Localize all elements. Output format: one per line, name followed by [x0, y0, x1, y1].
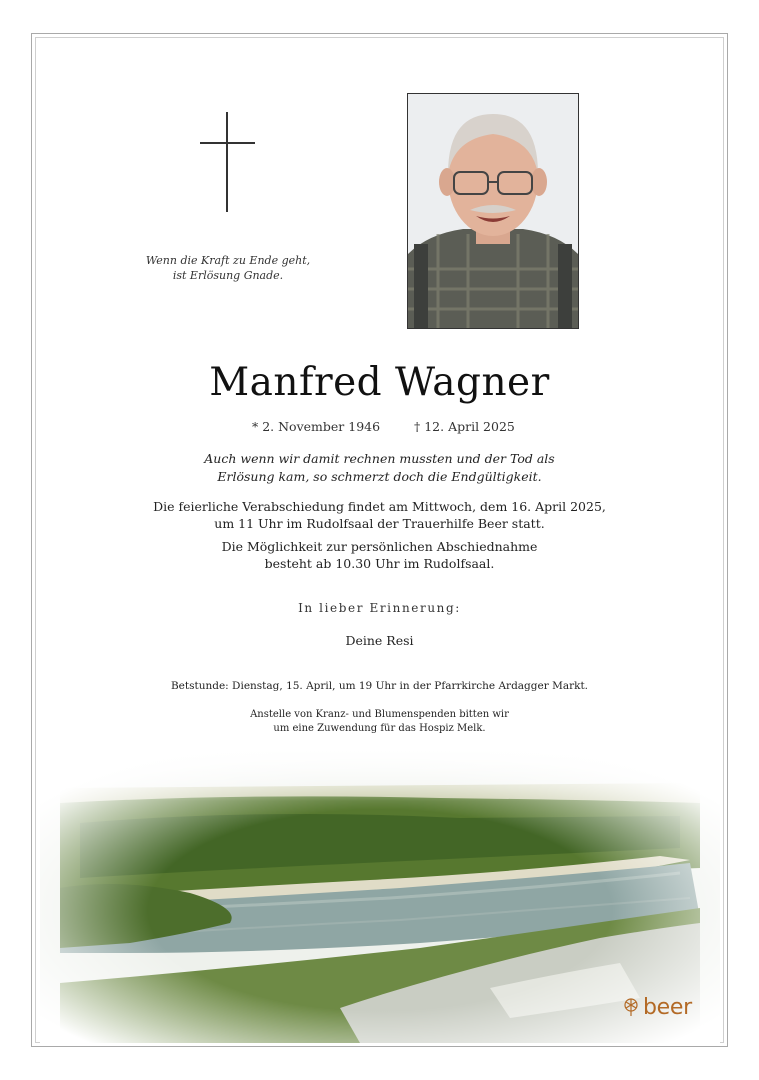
motto-line-1: Wenn die Kraft zu Ende geht, [145, 254, 311, 267]
memory-heading: In lieber Erinnerung: [298, 601, 461, 615]
service-line-2: um 11 Uhr im Rudolfsaal der Trauerhilfe Beer statt. [214, 516, 545, 531]
motto [128, 253, 328, 283]
service-line-1: Die feierliche Verabschiedung findet am Mittwoch, dem 16. April 2025, [153, 499, 606, 514]
landscape-image [40, 748, 720, 1043]
donation-line-1: Anstelle von Kranz- und Blumenspenden bitten wir [250, 709, 509, 720]
quote-line-2: Erlösung kam, so schmerzt doch die Endgültigkeit. [217, 469, 542, 484]
donation-info [0, 708, 759, 736]
cross-icon [226, 112, 228, 212]
birth-date: * 2. November 1946 [252, 419, 381, 434]
deceased-name: Manfred Wagner [209, 360, 550, 405]
donation-line-2: um eine Zuwendung für das Hospiz Melk. [273, 723, 486, 734]
motto-line-2: ist Erlösung Gnade. [172, 269, 284, 282]
service-info [0, 498, 759, 532]
logo [621, 993, 692, 1021]
viewing-line-1: Die Möglichkeit zur persönlichen Abschiednahme [221, 539, 538, 554]
prayer-info: Betstunde: Dienstag, 15. April, um 19 Uhr in der Pfarrkirche Ardagger Markt. [170, 680, 589, 692]
quote [0, 450, 759, 486]
viewing-line-2: besteht ab 10.30 Uhr im Rudolfsaal. [264, 556, 495, 571]
dandelion-icon [621, 997, 641, 1017]
death-date: † 12. April 2025 [414, 419, 515, 434]
signature: Deine Resi [345, 633, 414, 648]
portrait-photo [407, 93, 579, 329]
viewing-info [0, 538, 759, 572]
quote-line-1: Auch wenn wir damit rechnen mussten und der Tod als [204, 451, 555, 466]
portrait-image [408, 94, 578, 328]
logo-text: beer [643, 994, 692, 1020]
cross-icon-bar [200, 142, 255, 144]
